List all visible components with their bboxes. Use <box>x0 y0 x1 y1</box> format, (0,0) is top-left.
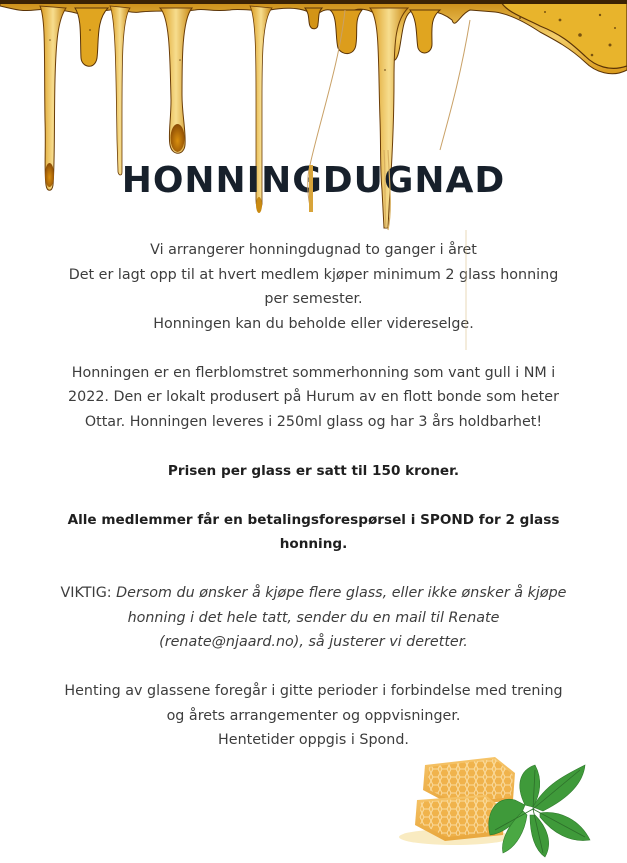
intro-line: Vi arrangerer honningdugnad to ganger i året <box>150 242 477 258</box>
price-text: Prisen per glass er satt til 150 kroner. <box>167 462 460 479</box>
poster-body <box>40 238 587 753</box>
important-label: VIKTIG: <box>60 585 117 601</box>
intro-section <box>40 238 587 336</box>
intro-line: Honningen kan du beholde eller videreselge. <box>153 315 474 332</box>
important-line: Dersom du ønsker å kjøpe flere glass, eller ikke ønsker å kjøpe <box>116 585 567 601</box>
important-line: (renate@njaard.no), så justerer vi deretter. <box>159 634 468 650</box>
intro-line: Det er lagt opp til at hvert medlem kjøper minimum 2 glass honning <box>68 266 559 283</box>
pickup-line: Henting av glassene foregår i gitte perioder i forbindelse med trening <box>64 683 563 699</box>
honey-drip-icon <box>0 0 627 240</box>
intro-line: per semester. <box>264 291 363 307</box>
pickup-line: Hentetider oppgis i Spond. <box>218 732 409 748</box>
description-line: Honningen er en flerblomstret sommerhonning som vant gull i NM i <box>71 364 556 381</box>
payment-section <box>40 508 587 557</box>
honeycomb-mint-icon <box>395 745 627 863</box>
payment-line: honning. <box>279 536 348 552</box>
description-line: 2022. Den er lokalt produsert på Hurum av en flott bonde som heter <box>68 389 559 405</box>
pickup-line: og årets arrangementer og oppvisninger. <box>166 707 461 724</box>
important-line: honning i det hele tatt, sender du en mail til Renate <box>127 609 500 626</box>
description-line: Ottar. Honningen leveres i 250ml glass og har 3 års holdbarhet! <box>84 413 543 430</box>
description-section <box>40 361 587 435</box>
page-title: HONNINGDUGNAD <box>121 160 506 201</box>
payment-line: Alle medlemmer får en betalingsforespørsel i SPOND for 2 glass <box>67 511 560 528</box>
pickup-section <box>40 679 587 753</box>
important-section <box>40 581 587 655</box>
